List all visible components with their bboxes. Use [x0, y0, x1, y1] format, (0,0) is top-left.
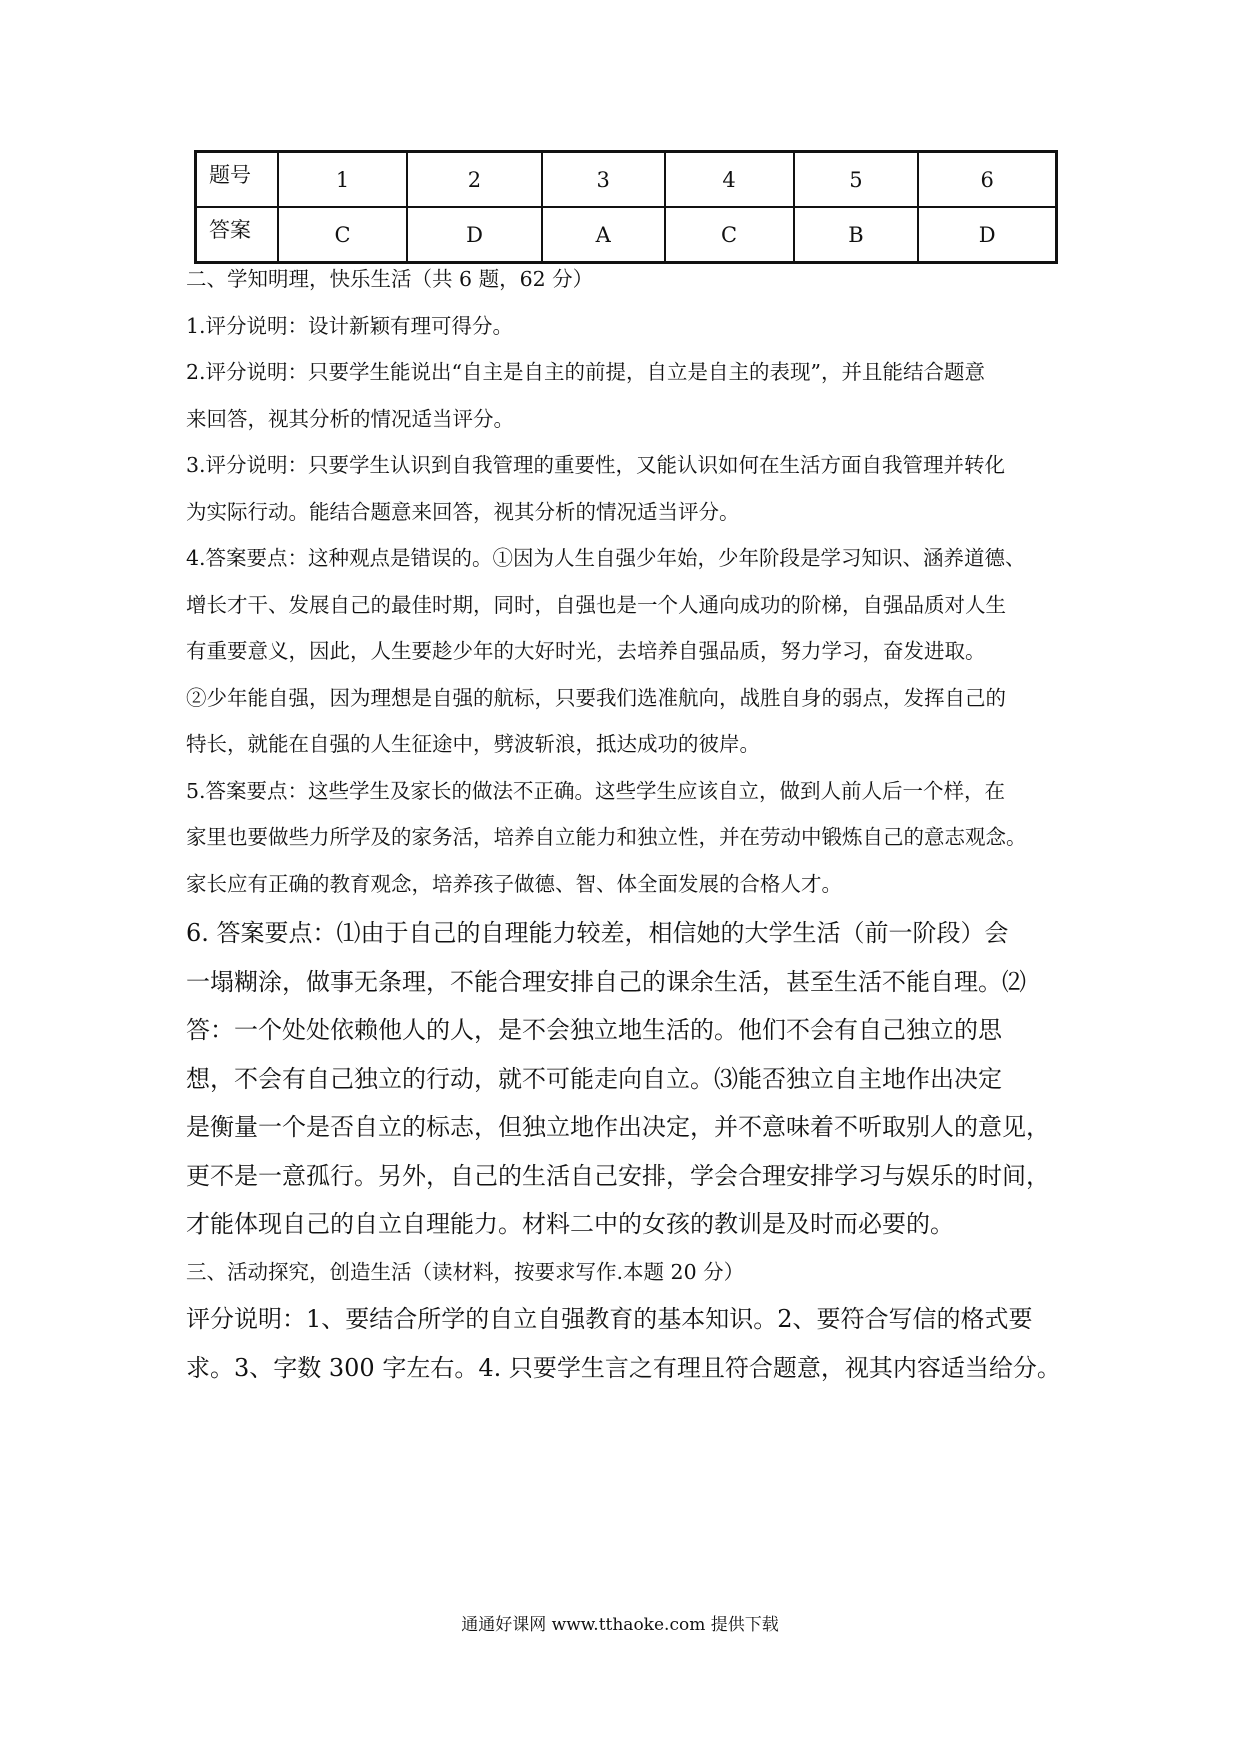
answer-cell: C: [278, 207, 407, 263]
text-line-large: 一塌糊涂，做事无条理，不能合理安排自己的课余生活，甚至生活不能自理。⑵: [186, 967, 1026, 996]
text-line: 特长，就能在自强的人生征途中，劈波斩浪，抵达成功的彼岸。: [186, 732, 760, 756]
text-line: 2.评分说明：只要学生能说出“自主是自主的前提，自立是自主的表现”，并且能结合题意: [186, 360, 986, 384]
text-line: 家长应有正确的教育观念，培养孩子做德、智、体全面发展的合格人才。: [186, 871, 842, 896]
question-number-cell: 3: [542, 152, 665, 208]
table-row-answers: [196, 207, 1057, 263]
text-line: 来回答，视其分析的情况适当评分。: [186, 406, 514, 431]
question-number-cell: 1: [278, 152, 407, 208]
question-number-label: 题号: [196, 152, 279, 208]
table-row-question-numbers: [196, 152, 1057, 208]
text-line: 为实际行动。能结合题意来回答，视其分析的情况适当评分。: [186, 499, 740, 524]
section-2-title: 二、学知明理，快乐生活（共 6 题，62 分）: [186, 267, 594, 291]
answer-cell: D: [918, 207, 1056, 263]
answer-content: [186, 256, 1061, 1392]
question-number-cell: 5: [794, 152, 919, 208]
section-3-title: 三、活动探究，创造生活（读材料，按要求写作.本题 20 分）: [186, 1259, 745, 1284]
text-line: 1.评分说明：设计新颖有理可得分。: [186, 313, 514, 338]
question-number-cell: 6: [918, 152, 1056, 208]
answer-cell: B: [794, 207, 919, 263]
text-line: 5.答案要点：这些学生及家长的做法不正确。这些学生应该自立，做到人前人后一个样，在: [186, 778, 1006, 803]
text-line-large: 是衡量一个是否自立的标志，但独立地作出决定，并不意味着不听取别人的意见，: [186, 1113, 1050, 1141]
text-line-large: 6. 答案要点：⑴由于自己的自理能力较差，相信她的大学生活（前一阶段）会: [186, 919, 1009, 947]
text-line-large: 求。3、字数 300 字左右。4. 只要学生言之有理且符合题意，视其内容适当给分。: [186, 1353, 1061, 1382]
text-line: ②少年能自强，因为理想是自强的航标，只要我们选准航向，战胜自身的弱点，发挥自己的: [186, 685, 1006, 710]
text-line-large: 才能体现自己的自立自理能力。材料二中的女孩的教训是及时而必要的。: [186, 1210, 954, 1238]
footer-download-note: 通通好课网 www.tthaoke.com 提供下载: [461, 1615, 779, 1635]
answer-label: 答案: [196, 207, 279, 263]
question-number-cell: 4: [665, 152, 794, 208]
text-line-large: 答：一个处处依赖他人的人，是不会独立地生活的。他们不会有自己独立的思: [186, 1016, 1002, 1044]
text-line: 3.评分说明：只要学生认识到自我管理的重要性，又能认识如何在生活方面自我管理并转化: [186, 453, 1006, 477]
question-number-cell: 2: [407, 152, 542, 208]
answer-cell: A: [542, 207, 665, 263]
text-line-large: 更不是一意孤行。另外，自己的生活自己安排，学会合理安排学习与娱乐的时间，: [186, 1161, 1050, 1190]
answer-table: [194, 150, 1058, 264]
answer-cell: C: [665, 207, 794, 263]
text-line: 有重要意义，因此，人生要趁少年的大好时光，去培养自强品质，努力学习，奋发进取。: [186, 639, 986, 663]
text-line: 4.答案要点：这种观点是错误的。①因为人生自强少年始，少年阶段是学习知识、涵养道德、: [186, 546, 1026, 570]
answer-cell: D: [407, 207, 542, 263]
text-line-large: 想，不会有自己独立的行动，就不可能走向自立。⑶能否独立自主地作出决定: [186, 1064, 1002, 1093]
text-line: 家里也要做些力所学及的家务活，培养自立能力和独立性，并在劳动中锻炼自己的意志观念。: [186, 825, 1027, 849]
text-line: 增长才干、发展自己的最佳时期，同时，自强也是一个人通向成功的阶梯，自强品质对人生: [186, 592, 1006, 617]
text-line-large: 评分说明：1、要结合所学的自立自强教育的基本知识。2、要符合写信的格式要: [186, 1305, 1033, 1333]
